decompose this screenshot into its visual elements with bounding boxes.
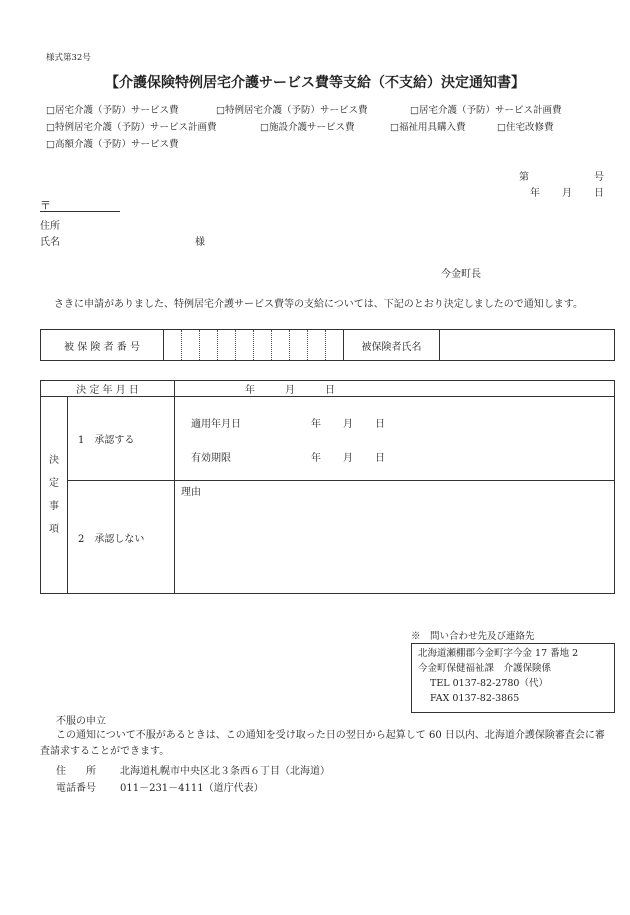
checkbox-service-special-home-care[interactable]: □特例居宅介護（予防）サービス費 xyxy=(216,105,368,116)
appeal-address: 北海道札幌市中央区北３条西６丁目（北海道） xyxy=(120,766,330,777)
apply-month: 月 xyxy=(343,419,353,430)
appeal-text: この通知について不服があるときは、この通知を受け取った日の翌日から起算して 60 日以内、北海道介護保険審査会に審査請求することができます。 xyxy=(40,730,605,757)
insured-name-label: 被保険者氏名 xyxy=(344,330,440,361)
checkbox-service-home-care[interactable]: □居宅介護（予防）サービス費 xyxy=(46,105,179,116)
apply-date-label: 適用年月日 xyxy=(191,419,241,430)
matters-char-4: 項 xyxy=(49,524,59,535)
decision-matters-label xyxy=(41,397,68,594)
honorific: 様 xyxy=(195,237,205,248)
intro-text: さきに申請がありました、特例居宅介護サービス費等の支給については、下記のとおり決定しましたので通知します。 xyxy=(54,299,583,310)
contact-dept: 今金町保健福祉課 介護保険係 xyxy=(418,663,552,674)
name-label: 氏名 xyxy=(40,237,60,248)
issuer: 今金町長 xyxy=(441,269,481,280)
checkbox-service-high-cost[interactable]: □高額介護（予防）サービス費 xyxy=(46,139,179,150)
postal-underline xyxy=(40,211,120,212)
reason-label: 理由 xyxy=(181,487,201,498)
apply-day: 日 xyxy=(375,419,385,430)
checkbox-service-special-care-plan[interactable]: □特例居宅介護（予防）サービス計画費 xyxy=(46,122,217,133)
valid-day: 日 xyxy=(375,453,385,464)
insured-name-field[interactable] xyxy=(440,330,615,361)
address-label: 住所 xyxy=(40,221,60,232)
apply-year: 年 xyxy=(311,419,321,430)
issue-month: 月 xyxy=(562,188,572,199)
appeal-address-label: 住 所 xyxy=(56,766,96,777)
contact-box xyxy=(411,643,615,713)
decision-date-value[interactable]: 年 月 日 xyxy=(175,381,615,397)
appeal-heading: 不服の申立 xyxy=(56,716,106,727)
decision-date-label: 決 定 年 月 日 xyxy=(41,381,175,397)
approve-option[interactable]: 1 承認する xyxy=(68,397,175,481)
appeal-phone-label: 電話番号 xyxy=(56,783,96,794)
valid-month: 月 xyxy=(343,453,353,464)
reject-option[interactable]: 2 承認しない xyxy=(68,481,175,594)
contact-fax: FAX 0137-82-3865 xyxy=(430,693,520,704)
matters-char-3: 事 xyxy=(49,501,59,512)
insured-number-label: 被 保 険 者 番 号 xyxy=(41,330,164,361)
checkbox-service-home-renovation[interactable]: □住宅改修費 xyxy=(497,122,554,133)
reason-field[interactable] xyxy=(175,481,615,594)
form-number: 様式第32号 xyxy=(46,53,91,63)
issue-year: 年 xyxy=(530,188,540,199)
decision-table xyxy=(40,380,615,594)
valid-year: 年 xyxy=(311,453,321,464)
issue-dai: 第 xyxy=(519,172,529,183)
checkbox-service-welfare-equipment[interactable]: □福祉用具購入費 xyxy=(390,122,466,133)
checkbox-service-facility-care[interactable]: □施設介護サービス費 xyxy=(260,122,355,133)
approve-details xyxy=(175,397,615,481)
issue-day: 日 xyxy=(594,188,604,199)
contact-heading: ※ 問い合わせ先及び連絡先 xyxy=(411,631,535,642)
matters-char-1: 決 xyxy=(49,455,59,466)
page-title: 【介護保険特例居宅介護サービス費等支給（不支給）決定通知書】 xyxy=(105,75,525,91)
appeal-phone: 011－231－4111（道庁代表） xyxy=(120,783,264,794)
insured-number-field[interactable] xyxy=(164,330,344,361)
insured-table xyxy=(40,329,615,361)
checkbox-service-care-plan[interactable]: □居宅介護（予防）サービス計画費 xyxy=(410,105,562,116)
valid-label: 有効期限 xyxy=(191,453,231,464)
postal-mark: 〒 xyxy=(40,199,51,212)
contact-tel: TEL 0137-82-2780（代） xyxy=(430,678,548,689)
matters-char-2: 定 xyxy=(49,478,59,489)
contact-address: 北海道瀬棚郡今金町字今金 17 番地 2 xyxy=(418,648,579,659)
issue-go: 号 xyxy=(594,172,604,183)
